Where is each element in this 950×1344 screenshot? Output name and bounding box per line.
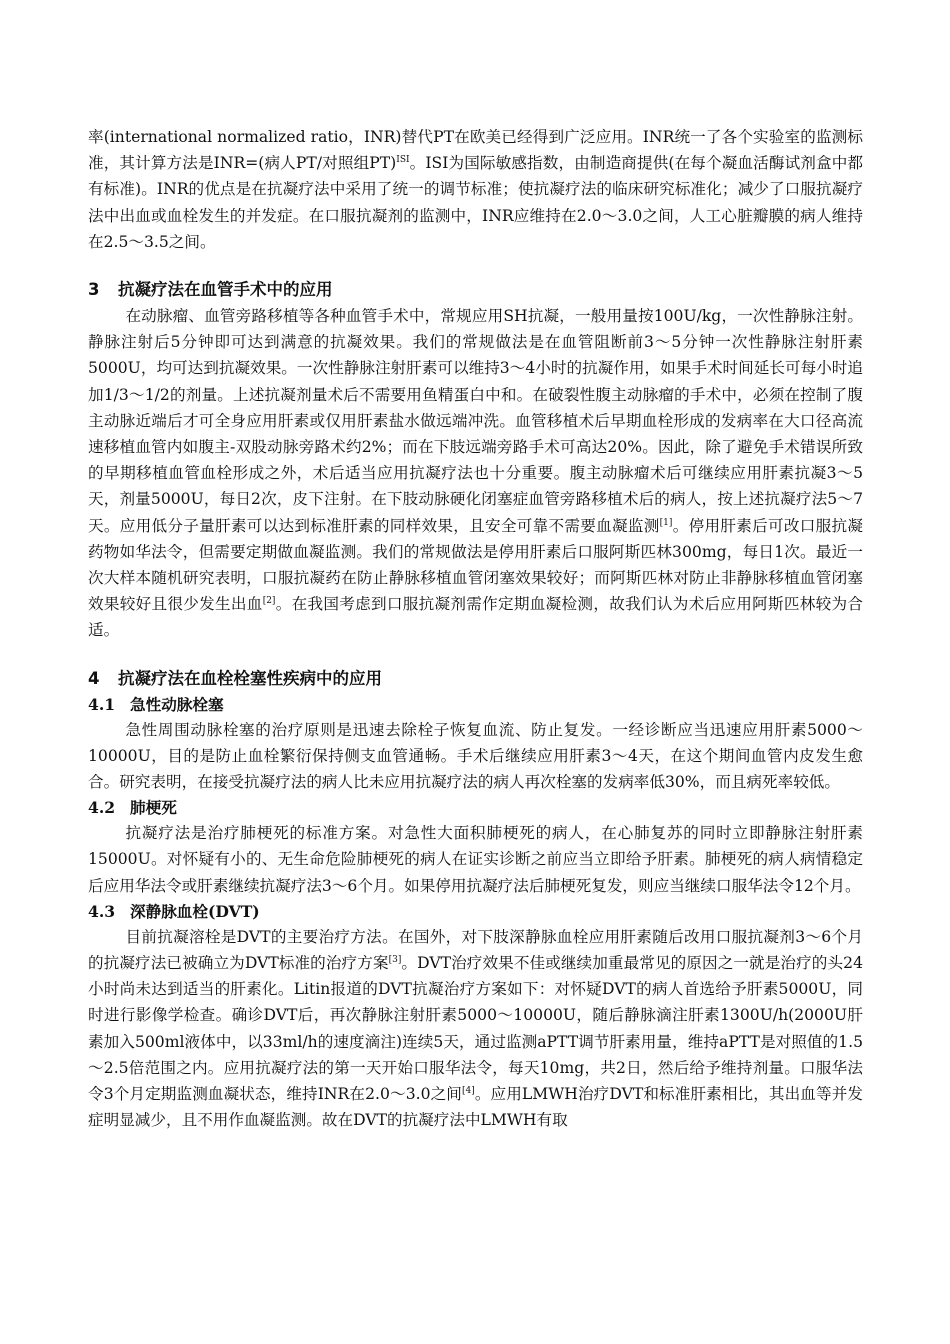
intro-paragraph [88, 124, 863, 255]
subsection-4-1-heading [88, 692, 863, 717]
document-page [88, 124, 863, 1134]
subsection-4-2-paragraph: 抗凝疗法是治疗肺梗死的标准方案。对急性大面积肺梗死的病人，在心肺复苏的同时立即静脉注射肝素15000U。对怀疑有小的、无生命危险肺梗死的病人在证实诊断之前应当立即给予肝素。肺梗死的病人病情稳定后应用华法令或肝素继续抗凝疗法3～6个月。如果停用抗凝疗法后肺梗死复发，则应当继续口服华法令12个月。 [88, 824, 863, 895]
section-4-heading [88, 666, 863, 692]
subsection-4-3-text-2: 。DVT治疗效果不佳或继续加重最常见的原因之一就是治疗的头24小时尚未达到适当的肝素化。Litin报道的DVT抗凝治疗方案如下：对怀疑DVT的病人首选给予肝素5000U，同时进行影像学检查。确诊DVT后，再次静脉注射肝素5000～10000U，随后静脉滴注肝素1300U/h(2000U肝素加入500ml液体中，以33ml/h的速度滴注)连续5天，通过监测aPTT调节肝素用量，维持aPTT是对照值的1.5～2.5倍范围之内。应用抗凝疗法的第一天开始口服华法令，每天10mg，共2日，然后给予维持剂量。口服华法令3个月定期监测血凝状态，维持INR在2.0～3.0之间 [88, 954, 863, 1104]
section-3-title: 抗凝疗法在血管手术中的应用 [118, 280, 333, 300]
subsection-4-3-heading [88, 899, 863, 924]
intro-text-2: 。ISI为国际敏感指数，由制造商提供(在每个凝血活酶试剂盒中都有标准)。INR的优点是在抗凝疗法中采用了统一的调节标准；使抗凝疗法的临床研究标准化；减少了口服抗凝疗法中出血或血栓发生的并发症。在口服抗凝剂的监测中，INR应维持在2.0～3.0之间，人工心脏瓣膜的病人维持在2.5～3.5之间。 [88, 154, 863, 251]
intro-text-1: 率(international normalized ratio，INR)替代PT在欧美已经得到广泛应用。INR统一了各个实验室的监测标准，其计算方法是INR=(病人PT/对照组PT) [88, 128, 863, 173]
subsection-4-3-number: 4.3 [88, 901, 116, 921]
subsection-4-3-text-1: 目前抗凝溶栓是DVT的主要治疗方法。在国外，对下肢深静脉血栓应用肝素随后改用口服抗凝剂3～6个月的抗凝疗法已被确立为DVT标准的治疗方案 [88, 927, 863, 973]
section-3-text-2: 。停用肝素后可改口服抗凝药物如华法令，但需要定期做血凝监测。我们的常规做法是停用肝素后口服阿斯匹林300mg，每日1次。最近一次大样本随机研究表明，口服抗凝药在防止静脉移植血管闭塞效果较好；而阿斯匹林对防止非静脉移植血管闭塞效果较好且很少发生出血 [88, 516, 863, 614]
citation-2: [2] [262, 596, 276, 607]
section-3-heading [88, 277, 863, 303]
subsection-4-2-title: 肺梗死 [130, 798, 177, 818]
section-3-paragraph [88, 303, 863, 644]
subsection-4-3-title: 深静脉血栓(DVT) [130, 901, 260, 921]
section-3-text-1: 在动脉瘤、血管旁路移植等各种血管手术中，常规应用SH抗凝，一般用量按100U/kg，一次性静脉注射。静脉注射后5分钟即可达到满意的抗凝效果。我们的常规做法是在血管阻断前3～5分钟一次性静脉注射肝素5000U，均可达到抗凝效果。一次性静脉注射肝素可以维持3～4小时的抗凝作用，如果手术时间延长可每小时追加1/3～1/2的剂量。上述抗凝剂量术后不需要用鱼精蛋白中和。在破裂性腹主动脉瘤的手术中，必须在控制了腹主动脉近端后才可全身应用肝素或仅用肝素盐水做远端冲洗。血管移植术后早期血栓形成的发病率在大口径高流速移植血管内如腹主-双股动脉旁路术约2%；而在下肢远端旁路手术可高达20%。因此，除了避免手术错误所致的早期移植血管血栓形成之外，术后适当应用抗凝疗法也十分重要。腹主动脉瘤术后可继续应用肝素抗凝3～5天，剂量5000U，每日2次，皮下注射。在下肢动脉硬化闭塞症血管旁路移植术后的病人，按上述抗凝疗法5～7天。应用低分子量肝素可以达到标准肝素的同样效果，且安全可靠不需要血凝监测 [88, 307, 863, 535]
subsection-4-2-number: 4.2 [88, 798, 116, 818]
section-3-number: 3 [88, 280, 100, 300]
subsection-4-3-text-3: 。应用LMWH治疗DVT和标准肝素相比，其出血等并发症明显减少，且不用作血凝监测。故在DVT的抗凝疗法中LMWH有取 [88, 1085, 863, 1130]
citation-4: [4] [461, 1086, 475, 1097]
subsection-4-1-number: 4.1 [88, 694, 116, 714]
subsection-4-1-title: 急性动脉栓塞 [130, 694, 224, 714]
citation-isi: ISI [396, 155, 410, 166]
citation-3: [3] [388, 955, 402, 966]
subsection-4-2-heading [88, 795, 863, 820]
section-3-text-3: 。在我国考虑到口服抗凝剂需作定期血凝检测，故我们认为术后应用阿斯匹林较为合适。 [88, 595, 863, 640]
subsection-4-3-paragraph [88, 924, 863, 1134]
section-4-number: 4 [88, 668, 100, 688]
citation-1: [1] [659, 517, 673, 528]
section-4-title: 抗凝疗法在血栓栓塞性疾病中的应用 [118, 668, 382, 688]
subsection-4-1-paragraph: 急性周围动脉栓塞的治疗原则是迅速去除栓子恢复血流、防止复发。一经诊断应当迅速应用肝素5000～10000U，目的是防止血栓繁衍保持侧支血管通畅。手术后继续应用肝素3～4天，在这个期间血管内皮发生愈合。研究表明，在接受抗凝疗法的病人比未应用抗凝疗法的病人再次栓塞的发病率低30%，而且病死率较低。 [88, 720, 863, 792]
